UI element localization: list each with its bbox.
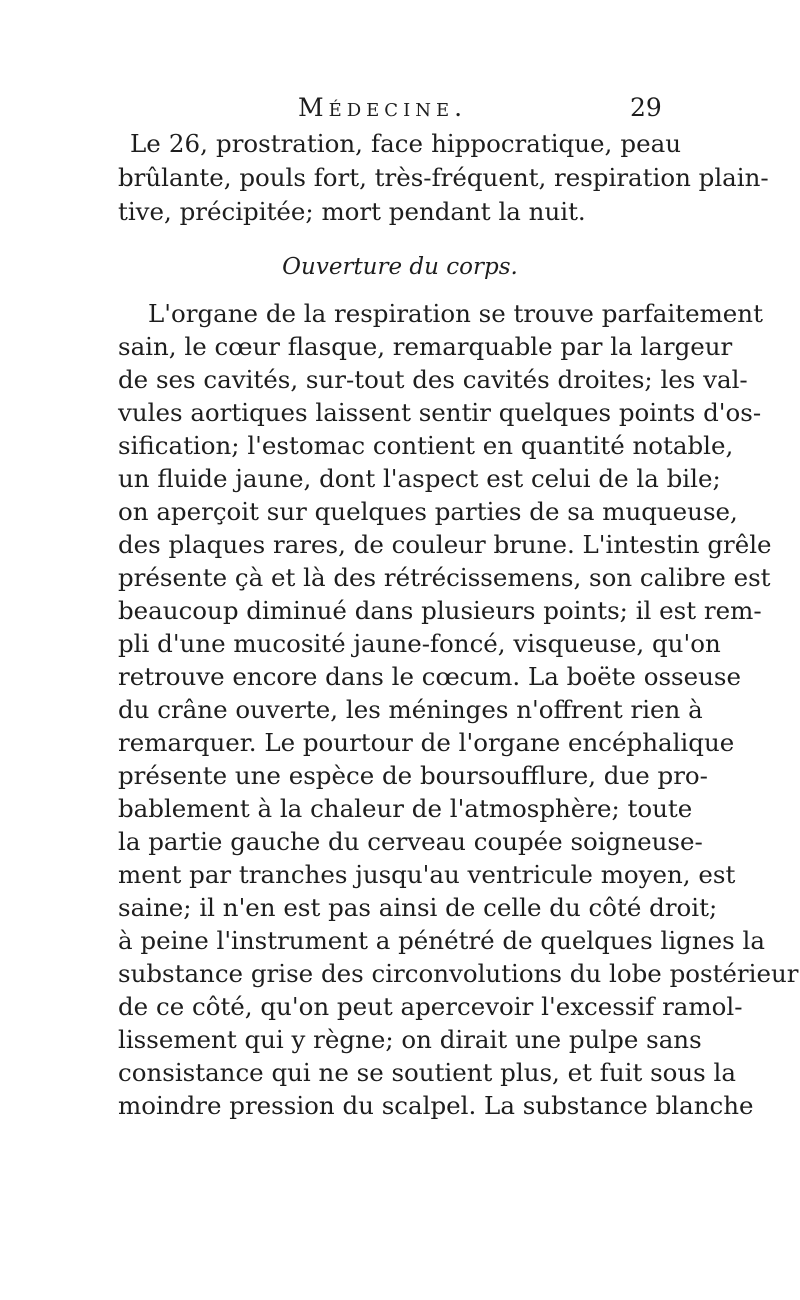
- text-line: tive, précipitée; mort pendant la nuit.: [118, 197, 586, 226]
- text-line: un fluide jaune, dont l'aspect est celui de la bile;: [118, 464, 721, 493]
- text-line: L'organe de la respiration se trouve parfaitement: [148, 299, 763, 328]
- text-line: de ce côté, qu'on peut apercevoir l'excessif ramol-: [118, 992, 743, 1021]
- text-line: moindre pression du scalpel. La substance blanche: [118, 1091, 754, 1120]
- text-line: sification; l'estomac contient en quantité notable,: [118, 431, 734, 460]
- text-line: brûlante, pouls fort, très-fréquent, respiration plain-: [118, 163, 769, 192]
- text-line: à peine l'instrument a pénétré de quelques lignes la: [118, 926, 765, 955]
- text-line: remarquer. Le pourtour de l'organe encéphalique: [118, 728, 735, 757]
- page-number: 29: [630, 93, 662, 122]
- text-line: du crâne ouverte, les méninges n'offrent rien à: [118, 695, 703, 724]
- text-line: de ses cavités, sur-tout des cavités droites; les val-: [118, 365, 748, 394]
- text-line: on aperçoit sur quelques parties de sa muqueuse,: [118, 497, 738, 526]
- section-heading: Ouverture du corps.: [282, 254, 518, 280]
- text-line: lissement qui y règne; on dirait une pulpe sans: [118, 1025, 702, 1054]
- text-line: sain, le cœur flasque, remarquable par la largeur: [118, 332, 733, 361]
- text-line: beaucoup diminué dans plusieurs points; il est rem-: [118, 596, 762, 625]
- text-line: substance grise des circonvolutions du lobe postérieur: [118, 959, 799, 988]
- text-line: Le 26, prostration, face hippocratique, peau: [130, 129, 681, 158]
- text-line: vules aortiques laissent sentir quelques points d'os-: [118, 398, 762, 427]
- text-line: consistance qui ne se soutient plus, et fuit sous la: [118, 1058, 736, 1087]
- text-line: présente çà et là des rétrécissemens, son calibre est: [118, 563, 771, 592]
- text-line: pli d'une mucosité jaune-foncé, visqueuse, qu'on: [118, 629, 721, 658]
- text-line: des plaques rares, de couleur brune. L'intestin grêle: [118, 530, 772, 559]
- text-line: présente une espèce de boursoufflure, due pro-: [118, 761, 708, 790]
- text-line: saine; il n'en est pas ainsi de celle du côté droit;: [118, 893, 718, 922]
- text-line: retrouve encore dans le cœcum. La boëte osseuse: [118, 662, 741, 691]
- text-line: ment par tranches jusqu'au ventricule moyen, est: [118, 860, 736, 889]
- text-line: bablement à la chaleur de l'atmosphère; toute: [118, 794, 693, 823]
- text-line: la partie gauche du cerveau coupée soigneuse-: [118, 827, 703, 856]
- running-head-title: Médecine.: [298, 93, 468, 122]
